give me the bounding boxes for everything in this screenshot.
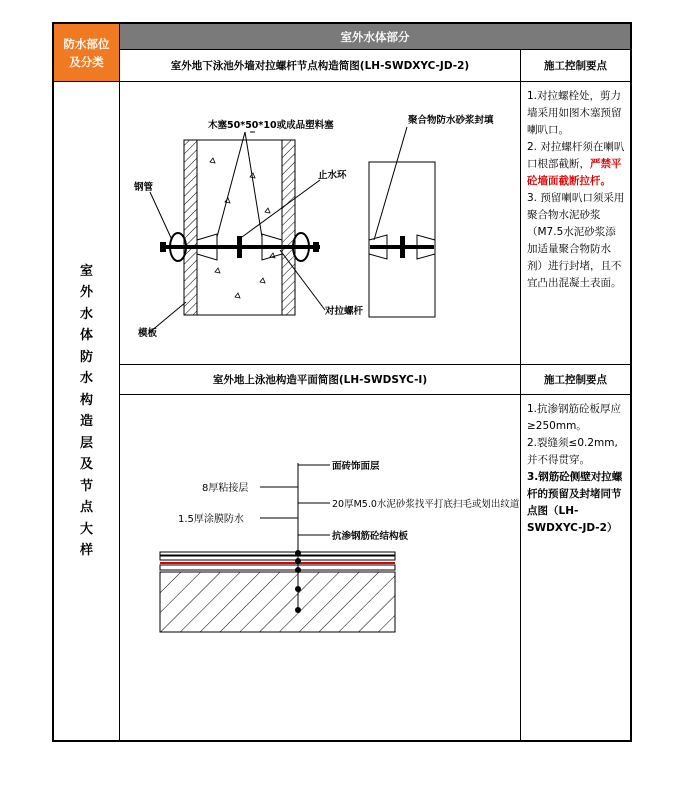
block1-title-text: 室外地下泳池外墙对拉螺杆节点构造简图(LH-SWDXYC-JD-2) [170, 60, 470, 72]
section-header-label: 室外水体部分 [340, 29, 410, 44]
bond-layer [160, 556, 395, 560]
tile-layer [160, 552, 395, 555]
category-header [54, 24, 120, 81]
block2-title [120, 365, 521, 394]
side-label-char: 构 [79, 392, 93, 408]
side-label-char: 大 [79, 521, 93, 537]
label-mortar: 20厚M5.0水泥砂浆找平打底扫毛或划出纹道 [332, 499, 520, 510]
block1-title [120, 50, 521, 81]
category-header-label: 防水部位及分类 [63, 36, 110, 69]
concrete-wall [197, 140, 282, 315]
block1-notes-title-text: 施工控制要点 [544, 60, 607, 72]
block2-note-1: 1.抗渗钢筋砼板厚应≥250mm。 [527, 403, 622, 432]
side-label-char: 水 [79, 306, 93, 322]
tie-bolt-detail-drawing [120, 82, 520, 364]
block2-notes-title [521, 365, 630, 394]
block2-note-3: 3.钢筋砼侧壁对拉螺杆的预留及封堵同节点图（LH-SWDXYC-JD-2） [527, 471, 623, 534]
side-label-char: 造 [79, 414, 93, 429]
block1-note-3: 3. 预留喇叭口须采用聚合物水泥砂浆（M7.5水泥砂浆添加适量聚合物防水剂）进行封堵，且不宜凸出混凝土表面。 [527, 192, 625, 289]
mortar-layer [160, 565, 395, 570]
side-label-char: 体 [79, 328, 93, 343]
side-label-char: 层 [79, 435, 93, 451]
block1-notes-title [521, 50, 630, 81]
label-form: 模板 [138, 328, 158, 339]
formwork-right [282, 140, 295, 315]
label-bond: 8厚粘接层 [202, 483, 249, 494]
side-label-char: 点 [79, 500, 93, 515]
block1-notes [521, 82, 630, 364]
table-frame [52, 22, 632, 742]
label-plug: 木塞50*50*10或成品塑料塞 [208, 120, 334, 131]
block1-note-1: 1.对拉螺栓处，剪力墙采用如图木塞预留喇叭口。 [527, 90, 622, 136]
pool-layers-drawing [120, 395, 520, 740]
label-pipe: 钢管 [134, 182, 154, 193]
label-bolt: 对拉螺杆 [325, 306, 364, 317]
label-membrane: 1.5厚涂膜防水 [178, 514, 244, 525]
formwork-left [184, 140, 197, 315]
block1-note-2-warning: 严禁平砼墙面截断拉杆。 [527, 158, 622, 187]
water-stop-ring [237, 236, 242, 258]
side-label-char: 样 [79, 543, 93, 558]
block2-notes-title-text: 施工控制要点 [544, 374, 607, 386]
label-seal: 聚合物防水砂浆封填 [408, 115, 494, 126]
membrane-layer [160, 562, 395, 564]
side-label-char: 及 [79, 457, 93, 472]
side-label-char: 防 [79, 349, 93, 365]
block1-note-2: 2. 对拉螺杆须在喇叭口根部截断， [527, 141, 625, 170]
side-label [54, 82, 120, 740]
block2-drawing [120, 395, 521, 740]
section-header [120, 24, 630, 49]
label-tile: 面砖饰面层 [332, 461, 380, 472]
side-label-char: 室 [79, 263, 93, 279]
block2-notes [521, 395, 630, 740]
side-label-char: 节 [79, 478, 93, 494]
label-ring: 止水环 [318, 170, 347, 181]
label-slab: 抗渗钢筋砼结构板 [332, 531, 409, 542]
block2-title-text: 室外地上泳池构造平面简图(LH-SWDSYC-Ⅰ) [212, 374, 428, 386]
side-label-char: 水 [79, 371, 93, 386]
side-label-char: 外 [79, 285, 93, 300]
slab-layer [160, 572, 395, 632]
block1-drawing [120, 82, 521, 364]
block2-note-2: 2.裂缝须≤0.2mm,并不得贯穿。 [527, 437, 618, 466]
